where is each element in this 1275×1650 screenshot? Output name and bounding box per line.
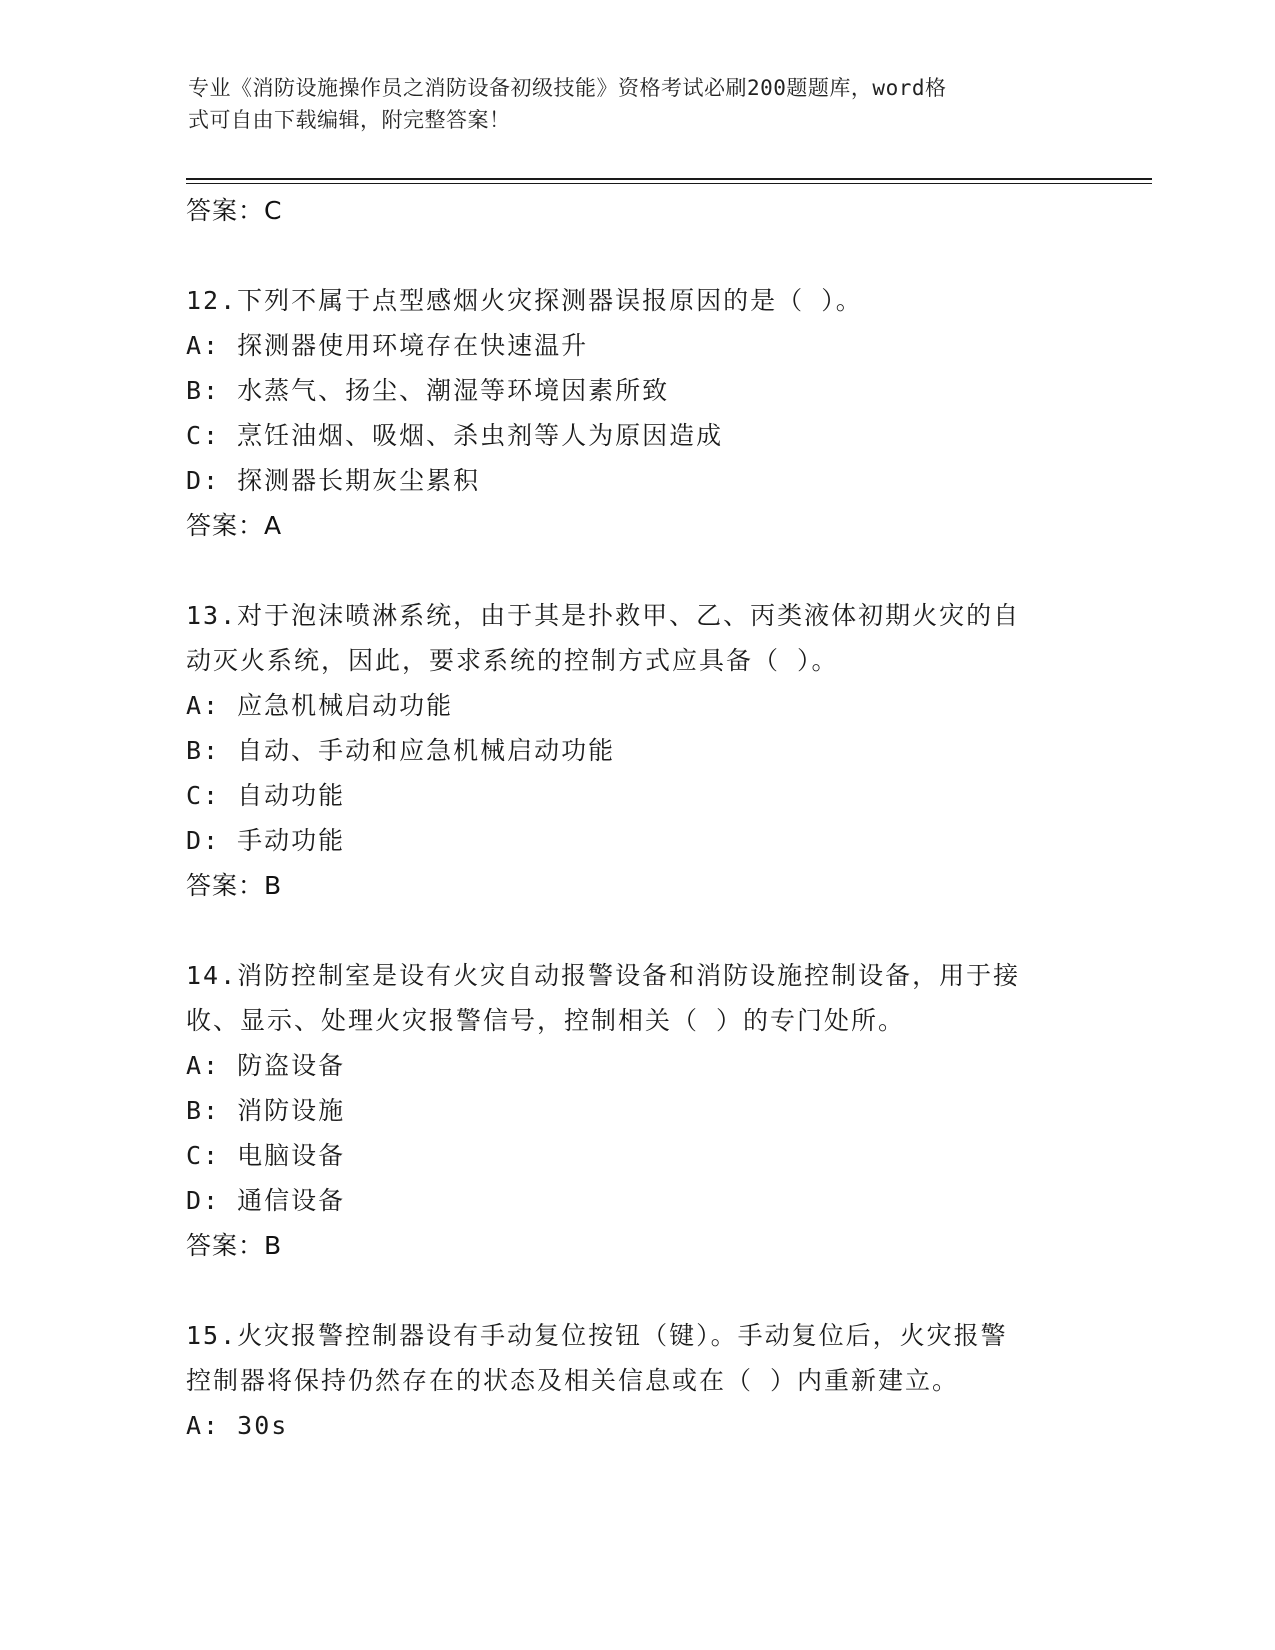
option-a: A: 30s bbox=[186, 1411, 289, 1440]
option-b: B: 消防设施 bbox=[186, 1096, 346, 1125]
option-d: D: 通信设备 bbox=[186, 1186, 346, 1215]
option-c: C: 电脑设备 bbox=[186, 1141, 346, 1170]
document-header bbox=[188, 72, 1068, 136]
answer-line: 答案：C bbox=[186, 196, 283, 225]
option-a: A: 防盗设备 bbox=[186, 1051, 346, 1080]
question-stem: 12.下列不属于点型感烟火灾探测器误报原因的是（ ）。 bbox=[186, 286, 863, 315]
option-c: C: 自动功能 bbox=[186, 781, 346, 810]
question-stem-continued: 收、显示、处理火灾报警信号，控制相关（ ）的专门处所。 bbox=[186, 1006, 906, 1035]
question-list bbox=[186, 188, 1086, 1448]
option-a: A: 探测器使用环境存在快速温升 bbox=[186, 331, 589, 360]
question-stem: 13.对于泡沫喷淋系统，由于其是扑救甲、乙、丙类液体初期火灾的自 bbox=[186, 601, 1021, 630]
option-b: B: 水蒸气、扬尘、潮湿等环境因素所致 bbox=[186, 376, 670, 405]
answer-line: 答案：B bbox=[186, 871, 283, 900]
question-stem-continued: 控制器将保持仍然存在的状态及相关信息或在（ ）内重新建立。 bbox=[186, 1366, 960, 1395]
question-stem: 15.火灾报警控制器设有手动复位按钮（键）。手动复位后，火灾报警 bbox=[186, 1321, 1008, 1350]
question-stem: 14.消防控制室是设有火灾自动报警设备和消防设施控制设备，用于接 bbox=[186, 961, 1021, 990]
question-block bbox=[186, 1313, 1086, 1448]
option-c: C: 烹饪油烟、吸烟、杀虫剂等人为原因造成 bbox=[186, 421, 724, 450]
header-divider-thick bbox=[186, 178, 1152, 180]
option-d: D: 探测器长期灰尘累积 bbox=[186, 466, 481, 495]
answer-line: 答案：A bbox=[186, 511, 283, 540]
option-a: A: 应急机械启动功能 bbox=[186, 691, 454, 720]
option-b: B: 自动、手动和应急机械启动功能 bbox=[186, 736, 616, 765]
question-block bbox=[186, 278, 1086, 549]
option-d: D: 手动功能 bbox=[186, 826, 346, 855]
question-block bbox=[186, 953, 1086, 1269]
header-divider-thin bbox=[186, 183, 1152, 184]
question-stem-continued: 动灭火系统，因此，要求系统的控制方式应具备（ ）。 bbox=[186, 646, 839, 675]
answer-line: 答案：B bbox=[186, 1231, 283, 1260]
header-line-2: 式可自由下载编辑，附完整答案！ bbox=[188, 108, 511, 132]
header-line-1: 专业《消防设施操作员之消防设备初级技能》资格考试必刷200题题库，word格 bbox=[188, 76, 947, 100]
question-block bbox=[186, 593, 1086, 909]
